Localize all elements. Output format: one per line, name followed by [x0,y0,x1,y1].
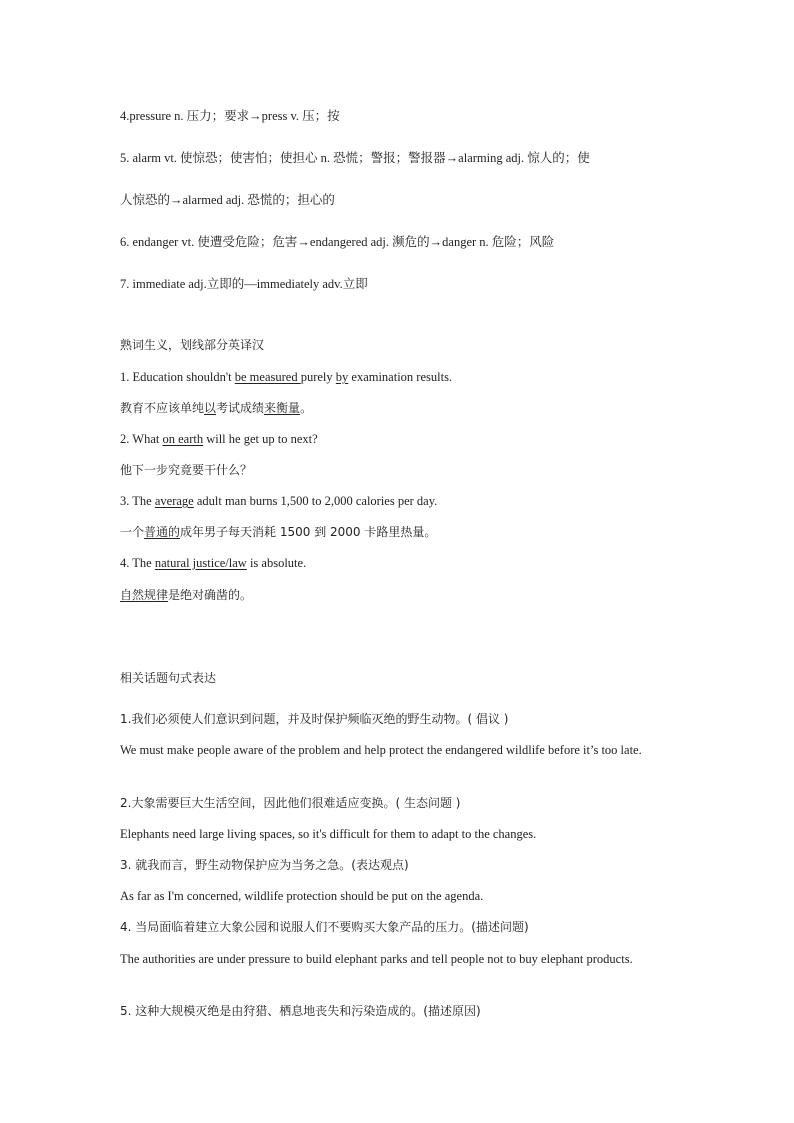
topic-en-3: As far as I'm concerned, wildlife protection should be put on the agenda. [120,889,484,903]
text-span: 成年男子每天消耗 1500 到 2000 卡路里热量。 [180,525,437,539]
polysemy-cn-4 [120,585,680,606]
text-span: 考试成绩 [216,401,265,415]
polysemy-cn-1 [120,398,680,419]
text-span: 。 [300,401,313,415]
underlined-phrase: 自然规律 [120,588,169,602]
text-span: 是绝对确凿的。 [168,588,253,602]
text-span: 3. The [120,494,155,508]
topic-en-2: Elephants need large living spaces, so it's difficult for them to adapt to the changes. [120,827,537,841]
text-span: will he get up to next? [203,432,318,446]
topic-cn-3: 3. 就我而言，野生动物保护应为当务之急。(表达观点) [120,858,409,872]
text-span: is absolute. [246,556,307,570]
text-span: 教育不应该单纯 [120,401,205,415]
underlined-phrase: natural justice/law [154,556,247,570]
text-span: 2. What [120,432,163,446]
vocab-line-endanger: 6. endanger vt. 使遭受危险；危害→endangered adj. 濒危的→danger n. 危险；风险 [120,235,555,249]
text-span: 一个 [120,525,145,539]
underlined-phrase: on earth [162,432,204,446]
vocab-line-alarm-cont: 人惊恐的→alarmed adj. 恐慌的；担心的 [120,193,335,207]
topic-cn-2: 2.大象需要巨大生活空间，因此他们很难适应变换。( 生态问题 ) [120,796,461,810]
vocab-line-immediate: 7. immediate adj.立即的—immediately adv.立即 [120,277,368,291]
underlined-phrase: 来衡量 [264,401,301,415]
topic-cn-1: 1.我们必须使人们意识到问题，并及时保护频临灭绝的野生动物。( 倡议 ) [120,712,509,726]
underlined-phrase: be measured [234,370,301,384]
vocab-line-pressure: 4.pressure n. 压力；要求→press v. 压；按 [120,109,340,123]
polysemy-en-1 [120,367,680,388]
text-span: purely [300,370,336,384]
polysemy-cn-2: 他下一步究竟要干什么？ [120,463,253,477]
topic-heading: 相关话题句式表达 [120,671,217,685]
polysemy-en-4 [120,553,680,574]
text-span: adult man burns 1,500 to 2,000 calories per day. [193,494,438,508]
topic-en-4: The authorities are under pressure to build elephant parks and tell people not to buy elephant products. [120,952,633,966]
text-span: examination results. [348,370,453,384]
polysemy-en-3 [120,491,680,512]
underlined-phrase: average [154,494,194,508]
vocab-line-alarm: 5. alarm vt. 使惊恐；使害怕；使担心 n. 恐慌；警报；警报器→alarming adj. 惊人的；使 [120,151,590,165]
polysemy-en-2 [120,429,680,450]
topic-en-1: We must make people aware of the problem and help protect the endangered wildlife before it’s too late. [120,743,642,757]
polysemy-cn-3 [120,522,680,543]
polysemy-heading: 熟词生义，划线部分英译汉 [120,338,265,352]
underlined-phrase: by [335,370,349,384]
topic-cn-4: 4. 当局面临着建立大象公园和说服人们不要购买大象产品的压力。(描述问题) [120,920,529,934]
topic-cn-5: 5. 这种大规模灭绝是由狩猎、栖息地丧失和污染造成的。(描述原因) [120,1004,481,1018]
text-span: 4. The [120,556,155,570]
underlined-phrase: 以 [204,401,217,415]
text-span: 1. Education shouldn't [120,370,235,384]
underlined-phrase: 普通的 [144,525,181,539]
